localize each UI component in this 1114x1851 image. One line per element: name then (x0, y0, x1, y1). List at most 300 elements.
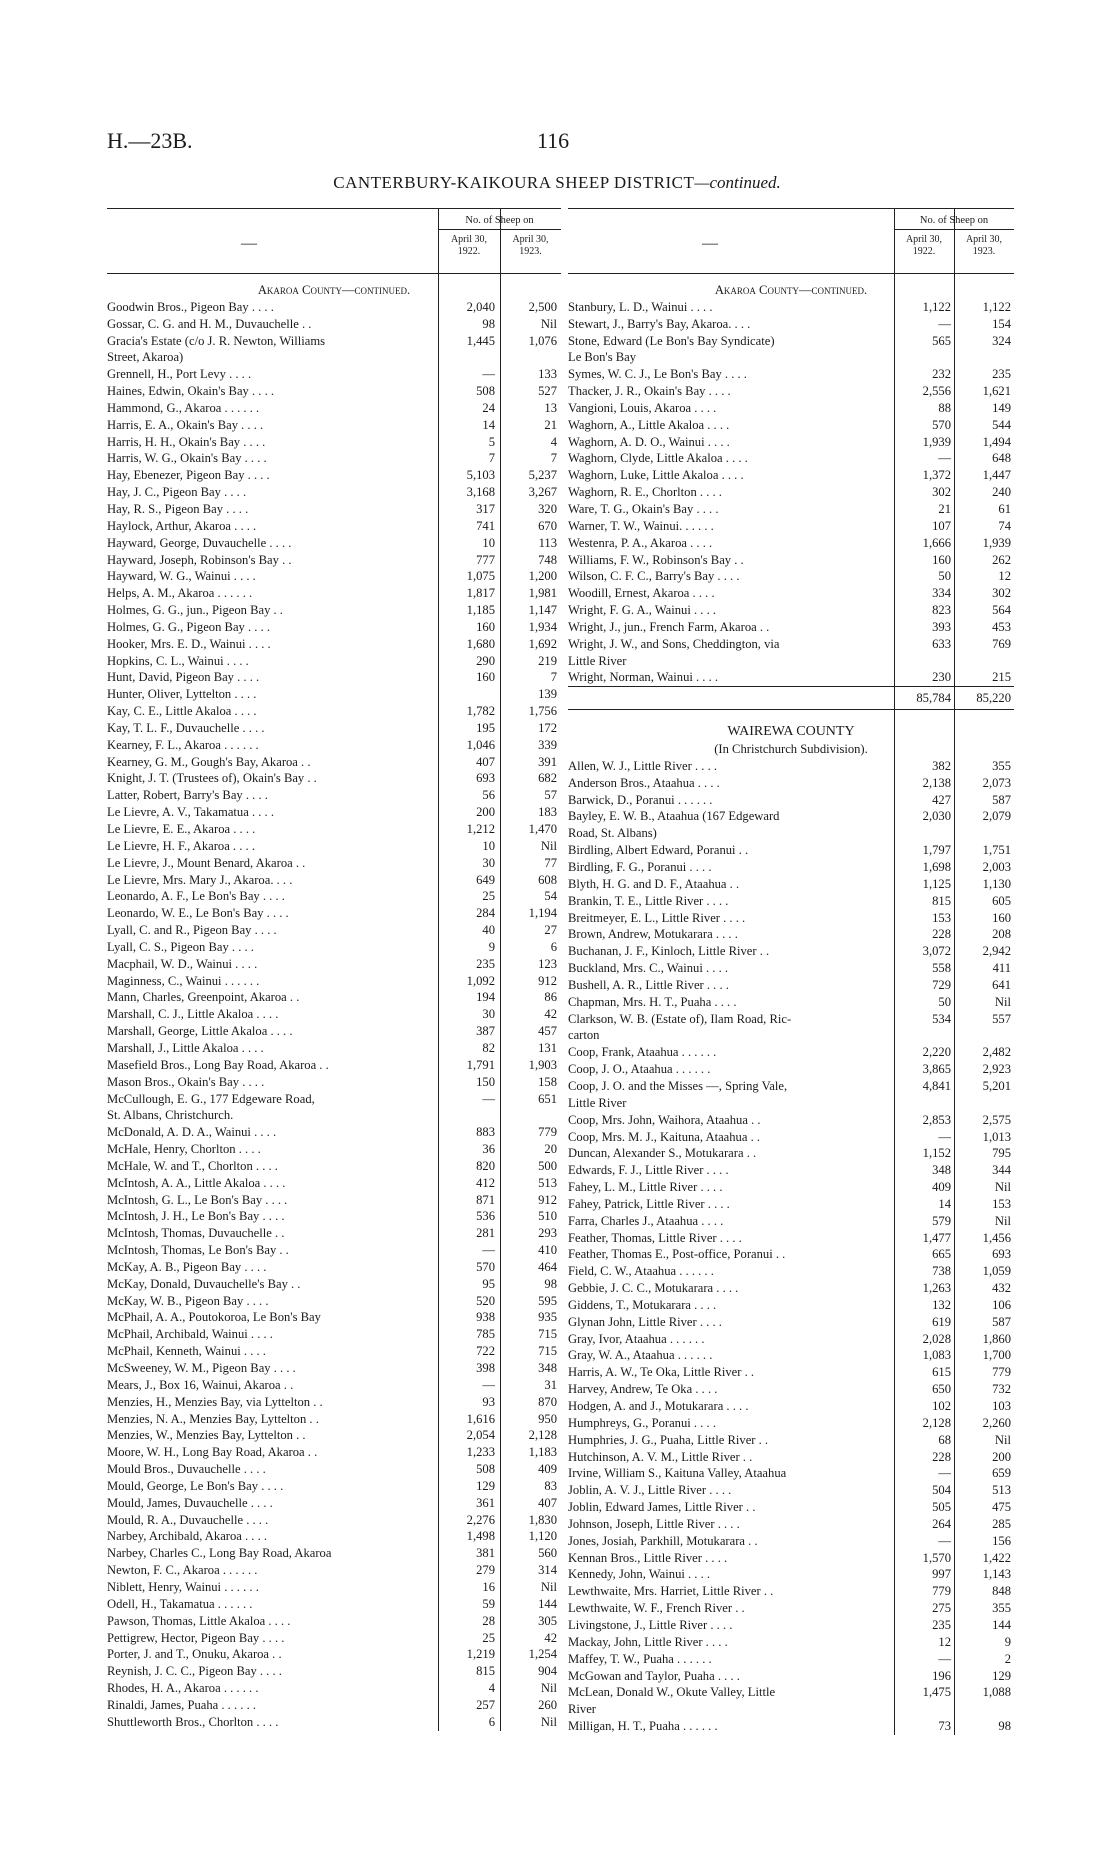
sheep-count-1923: 1,120 (528, 1529, 557, 1544)
sheep-count-1923: 605 (992, 893, 1011, 908)
sheep-count-1922: 382 (932, 758, 951, 773)
sheep-count-1922: 1,125 (922, 876, 951, 891)
sheep-count-1923: 659 (992, 1466, 1011, 1481)
table-row (568, 960, 1014, 977)
owner-name: Le Lievre, A. V., Takamatua . . . . (107, 805, 274, 820)
right-sheep-label: No. of Sheep on (919, 215, 989, 226)
table-row (107, 1377, 561, 1394)
table-row (107, 484, 561, 501)
sheep-count-1922: 196 (932, 1668, 951, 1683)
sheep-count-1923: 42 (544, 1007, 557, 1022)
table-row (568, 1600, 1014, 1617)
owner-name: Johnson, Joseph, Little River . . . . (568, 1516, 740, 1531)
owner-name: Breitmeyer, E. L., Little River . . . . (568, 910, 746, 925)
sheep-count-1922: 815 (932, 893, 951, 908)
table-row (107, 1714, 561, 1731)
sheep-count-1923: 475 (992, 1500, 1011, 1515)
sheep-count-1923: 4 (550, 434, 557, 449)
sheep-count-1923: 1,254 (528, 1647, 557, 1662)
sheep-count-1923: 156 (992, 1533, 1011, 1548)
sheep-count-1923: 641 (992, 977, 1011, 992)
owner-name: St. Albans, Christchurch. (107, 1108, 234, 1123)
table-row (107, 1411, 561, 1428)
sheep-count-1922: 98 (482, 316, 495, 331)
sheep-count-1923: 670 (538, 518, 557, 533)
table-row (568, 1668, 1014, 1685)
sheep-count-1922: 6 (488, 1714, 495, 1729)
table-row (107, 720, 561, 737)
sheep-count-1923: 748 (538, 552, 557, 567)
owner-name: Little River (568, 653, 627, 668)
table-row (568, 792, 1014, 809)
table-row (107, 602, 561, 619)
right-col1-header: April 30, 1922. (905, 234, 943, 257)
owner-name: Wilson, C. F. C., Barry's Bay . . . . (568, 569, 740, 584)
owner-name: Harris, H. H., Okain's Bay . . . . (107, 434, 266, 449)
table-row (568, 1381, 1014, 1398)
owner-name: McGowan and Taylor, Puaha . . . . (568, 1668, 740, 1683)
owner-name: Williams, F. W., Robinson's Bay . . (568, 552, 744, 567)
sheep-count-1923: 510 (538, 1209, 557, 1224)
table-row (107, 1023, 561, 1040)
akaroa-totals-row (568, 686, 1014, 710)
owner-name: Harris, A. W., Te Oka, Little River . . (568, 1365, 755, 1380)
owner-name: Warner, T. W., Wainui. . . . . . (568, 518, 714, 533)
table-row (568, 1331, 1014, 1348)
table-row (568, 434, 1014, 451)
sheep-count-1923: 2,003 (982, 860, 1011, 874)
sheep-count-1923: 27 (544, 923, 557, 938)
table-row (568, 1280, 1014, 1297)
sheep-count-1923: 527 (538, 384, 557, 399)
owner-name: Hammond, G., Akaroa . . . . . . (107, 400, 260, 415)
sheep-count-1922: 1,185 (466, 603, 495, 618)
sheep-count-1922: 2,040 (466, 299, 495, 314)
sheep-count-1922: 2,028 (922, 1331, 951, 1346)
sheep-count-1923: 77 (544, 855, 557, 870)
sheep-count-1922: 1,092 (466, 973, 495, 988)
sheep-count-1922: — (938, 451, 951, 466)
table-row (107, 1495, 561, 1512)
table-row (107, 366, 561, 383)
sheep-count-1922: 14 (938, 1196, 951, 1211)
owner-name: Buckland, Mrs. C., Wainui . . . . (568, 961, 729, 976)
sheep-count-1923: Nil (540, 316, 557, 331)
owner-name: Gray, W. A., Ataahua . . . . . . (568, 1348, 713, 1363)
owner-name: Blyth, H. G. and D. F., Ataahua . . (568, 876, 740, 891)
sheep-count-1923: 74 (998, 518, 1011, 533)
table-row (568, 1162, 1014, 1179)
table-row (107, 1074, 561, 1091)
sheep-count-1922: 73 (938, 1719, 951, 1734)
sheep-count-1923: 410 (538, 1243, 557, 1258)
owner-name: Rinaldi, James, Puaha . . . . . . (107, 1697, 257, 1712)
table-row (107, 1478, 561, 1495)
table-row (568, 994, 1014, 1011)
sheep-count-1922: 14 (482, 417, 495, 432)
owner-name: Buchanan, J. F., Kinloch, Little River . . (568, 944, 770, 959)
owner-name: McIntosh, Thomas, Le Bon's Bay . . (107, 1243, 289, 1258)
table-row (568, 1465, 1014, 1482)
owner-name: Waghorn, Clyde, Little Akaloa . . . . (568, 451, 748, 466)
owner-name: Goodwin Bros., Pigeon Bay . . . . (107, 299, 274, 314)
sheep-count-1922: 2,128 (922, 1415, 951, 1430)
table-row (568, 859, 1014, 876)
sheep-count-1923: 160 (992, 910, 1011, 925)
table-row (568, 1263, 1014, 1280)
table-row (107, 956, 561, 973)
owner-name: Hunter, Oliver, Lyttelton . . . . (107, 687, 257, 702)
sheep-count-1923: 61 (998, 501, 1011, 516)
sheep-count-1923: 409 (538, 1462, 557, 1477)
table-row (568, 1095, 1014, 1112)
sheep-count-1922: — (482, 1243, 495, 1258)
table-row (107, 619, 561, 636)
owner-name: Kearney, G. M., Gough's Bay, Akaroa . . (107, 754, 311, 769)
left-col1-header: April 30, 1922. (450, 234, 488, 257)
sheep-count-1922: 1,219 (466, 1647, 495, 1662)
table-row (107, 1663, 561, 1680)
table-row (568, 602, 1014, 619)
owner-name: Coop, J. O. and the Misses —, Spring Vale, (568, 1078, 788, 1093)
sheep-count-1923: 693 (992, 1247, 1011, 1262)
owner-name: Haylock, Arthur, Akaroa . . . . (107, 518, 257, 533)
owner-name: Waghorn, A., Little Akaloa . . . . (568, 417, 730, 432)
table-row (107, 653, 561, 670)
sheep-count-1922: 570 (476, 1259, 495, 1274)
sheep-count-1922: 2,220 (922, 1045, 951, 1060)
table-row (107, 501, 561, 518)
table-row (568, 1061, 1014, 1078)
table-row (568, 1566, 1014, 1583)
sheep-count-1923: 305 (538, 1613, 557, 1628)
sheep-count-1923: 57 (544, 788, 557, 803)
table-row (107, 1360, 561, 1377)
sheep-count-1922: 427 (932, 792, 951, 807)
sheep-count-1922: 381 (476, 1546, 495, 1561)
sheep-count-1922: 257 (476, 1697, 495, 1712)
table-row (107, 1242, 561, 1259)
table-row (568, 669, 1014, 686)
sheep-count-1922: 393 (932, 619, 951, 634)
owner-name: Holmes, G. G., jun., Pigeon Bay . . (107, 603, 283, 618)
owner-name: Lyall, C. and R., Pigeon Bay . . . . (107, 923, 277, 938)
table-row (568, 926, 1014, 943)
sheep-count-1923: 158 (538, 1074, 557, 1089)
sheep-count-1923: 715 (538, 1327, 557, 1342)
wairewa-county-subtitle: (In Christchurch Subdivision). (714, 742, 868, 757)
left-entries (107, 299, 561, 1731)
table-row (568, 1230, 1014, 1247)
owner-name: McIntosh, A. A., Little Akaloa . . . . (107, 1175, 286, 1190)
sheep-count-1923: 1,147 (528, 603, 557, 618)
sheep-count-1922: 1,680 (466, 636, 495, 651)
sheep-count-1923: 1,934 (528, 619, 557, 634)
sheep-count-1923: 215 (992, 670, 1011, 685)
sheep-count-1923: 302 (992, 586, 1011, 601)
table-row (107, 467, 561, 484)
table-row (568, 1179, 1014, 1196)
table-row (568, 1145, 1014, 1162)
sheep-count-1923: 355 (992, 758, 1011, 773)
owner-name: Mould Bros., Duvauchelle . . . . (107, 1462, 266, 1477)
sheep-count-1922: 232 (932, 367, 951, 382)
sheep-count-1923: 2,923 (982, 1062, 1011, 1077)
table-row (568, 1718, 1014, 1735)
table-row (107, 922, 561, 939)
table-row (568, 1634, 1014, 1651)
table-row (107, 518, 561, 535)
owner-name: Rhodes, H. A., Akaroa . . . . . . (107, 1681, 259, 1696)
left-col2-header: April 30, 1923. (512, 234, 549, 257)
owner-name: McPhail, A. A., Poutokoroa, Le Bon's Bay (107, 1310, 321, 1325)
table-row (568, 568, 1014, 585)
sheep-count-1922: 275 (932, 1601, 951, 1616)
owner-name: Hayward, W. G., Wainui . . . . (107, 569, 256, 584)
sheep-count-1923: 285 (992, 1516, 1011, 1531)
owner-name: Porter, J. and T., Onuku, Akaroa . . (107, 1647, 282, 1662)
sheep-count-1923: 1,756 (528, 704, 557, 719)
sheep-count-1923: Nil (540, 1681, 557, 1696)
sheep-count-1922: 693 (476, 771, 495, 786)
owner-name: Bayley, E. W. B., Ataahua (167 Edgeward (568, 809, 780, 824)
sheep-count-1922: 200 (476, 805, 495, 820)
sheep-count-1923: 144 (992, 1617, 1011, 1632)
page-number: 116 (537, 128, 570, 153)
table-row (107, 1259, 561, 1276)
sheep-count-1923: 129 (992, 1668, 1011, 1683)
owner-name: Hayward, George, Duvauchelle . . . . (107, 535, 292, 550)
sheep-count-1922: 334 (932, 586, 951, 601)
sheep-count-1922: 2,276 (466, 1512, 495, 1527)
owner-name: Westenra, P. A., Akaroa . . . . (568, 535, 713, 550)
owner-name: Helps, A. M., Akaroa . . . . . . (107, 586, 253, 601)
owner-name: Farra, Charles J., Ataahua . . . . (568, 1213, 724, 1228)
sheep-count-1923: 2,575 (982, 1112, 1011, 1127)
sheep-count-1922: 82 (482, 1040, 495, 1055)
sheep-count-1923: 1,143 (982, 1567, 1011, 1582)
sheep-count-1922: 1,122 (922, 299, 951, 314)
sheep-count-1922: 132 (932, 1297, 951, 1312)
sheep-count-1923: 54 (544, 889, 557, 904)
sheep-count-1922: 570 (932, 417, 951, 432)
sheep-count-1923: 544 (992, 417, 1011, 432)
sheep-count-1923: 240 (992, 485, 1011, 500)
sheep-count-1923: 98 (544, 1276, 557, 1291)
sheep-count-1923: 3,267 (528, 485, 557, 500)
sheep-count-1922: 2,030 (922, 809, 951, 824)
owner-name: Coop, Frank, Ataahua . . . . . . (568, 1045, 717, 1060)
owner-name: Le Bon's Bay (568, 350, 637, 365)
sheep-count-1923: 1,194 (528, 906, 557, 921)
sheep-count-1923: 2,128 (528, 1428, 557, 1443)
sheep-count-1922: 508 (476, 384, 495, 399)
owner-name: Moore, W. H., Long Bay Road, Akaroa . . (107, 1445, 318, 1460)
sheep-count-1923: Nil (994, 994, 1011, 1009)
left-header-dash: — (241, 235, 257, 252)
table-row (568, 1398, 1014, 1415)
owner-name: Coop, Mrs. M. J., Kaituna, Ataahua . . (568, 1129, 761, 1144)
owner-name: Macphail, W. D., Wainui . . . . (107, 956, 258, 971)
sheep-count-1923: 153 (992, 1196, 1011, 1211)
table-row (568, 1651, 1014, 1668)
table-row (107, 737, 561, 754)
owner-name: McIntosh, J. H., Le Bon's Bay . . . . (107, 1209, 285, 1224)
sheep-count-1923: 5,201 (982, 1078, 1011, 1093)
table-row (568, 842, 1014, 859)
sheep-count-1923: 21 (544, 417, 557, 432)
owner-name: Wright, J. W., and Sons, Cheddington, via (568, 636, 780, 651)
table-row (568, 299, 1014, 316)
sheep-count-1922: — (938, 1533, 951, 1548)
owner-name: Stanbury, L. D., Wainui . . . . (568, 299, 713, 314)
owner-name: Hay, J. C., Pigeon Bay . . . . (107, 485, 247, 500)
sheep-count-1922: 361 (476, 1495, 495, 1510)
table-row (568, 366, 1014, 383)
owner-name: McSweeney, W. M., Pigeon Bay . . . . (107, 1361, 296, 1375)
sheep-count-1922: 3,865 (922, 1062, 951, 1077)
sheep-count-1922: 1,797 (922, 843, 951, 858)
sheep-count-1922: 2,054 (466, 1428, 495, 1443)
table-row (568, 535, 1014, 552)
sheep-count-1923: 1,183 (528, 1445, 557, 1460)
owner-name: Marshall, J., Little Akaloa . . . . (107, 1040, 264, 1055)
sheep-count-1922: 1,445 (466, 333, 495, 348)
sheep-count-1922: 150 (476, 1074, 495, 1089)
table-row (568, 1078, 1014, 1095)
owner-name: McKay, A. B., Pigeon Bay . . . . (107, 1259, 267, 1274)
sheep-count-1923: 200 (992, 1449, 1011, 1464)
table-row (568, 1684, 1014, 1701)
owner-name: Feather, Thomas E., Post-office, Poranui . . (568, 1247, 786, 1262)
sheep-count-1923: 208 (992, 927, 1011, 942)
table-row (568, 1347, 1014, 1364)
sheep-count-1922: 633 (932, 636, 951, 651)
sheep-count-1923: 1,059 (982, 1264, 1011, 1279)
sheep-count-1922: 10 (482, 838, 495, 853)
sheep-count-1923: 1,692 (528, 636, 557, 651)
owner-name: Haines, Edwin, Okain's Bay . . . . (107, 384, 275, 399)
owner-name: Holmes, G. G., Pigeon Bay . . . . (107, 619, 271, 634)
owner-name: Hooker, Mrs. E. D., Wainui . . . . (107, 636, 271, 651)
sheep-count-1922: 24 (482, 400, 495, 415)
sheep-count-1923: 1,830 (528, 1512, 557, 1527)
owner-name: McIntosh, Thomas, Duvauchelle . . (107, 1226, 285, 1241)
right-section-heading: Akaroa County—continued. (714, 283, 868, 297)
owner-name: Kennan Bros., Little River . . . . (568, 1550, 728, 1565)
sheep-count-1923: 7 (550, 670, 557, 685)
table-row (107, 703, 561, 720)
sheep-count-1922: 1,570 (922, 1550, 951, 1565)
sheep-count-1922: 722 (476, 1344, 495, 1359)
owner-name: Leonardo, W. E., Le Bon's Bay . . . . (107, 906, 289, 921)
owner-name: Coop, Mrs. John, Waihora, Ataahua . . (568, 1112, 761, 1127)
sheep-count-1923: 183 (538, 805, 557, 820)
owner-name: Joblin, A. V. J., Little River . . . . (568, 1483, 732, 1498)
owner-name: Anderson Bros., Ataahua . . . . (568, 775, 720, 790)
table-row (107, 1579, 561, 1596)
owner-name: Stone, Edward (Le Bon's Bay Syndicate) (568, 333, 775, 348)
owner-name: Barwick, D., Poranui . . . . . . (568, 792, 713, 807)
sheep-count-1923: 2,260 (982, 1415, 1011, 1430)
owner-name: Mears, J., Box 16, Wainui, Akaroa . . (107, 1377, 294, 1392)
table-row (568, 1112, 1014, 1129)
sheep-count-1923: 411 (992, 961, 1011, 976)
sheep-count-1922: 10 (482, 535, 495, 550)
owner-name: River (568, 1702, 596, 1717)
owner-name: Kay, C. E., Little Akaloa . . . . (107, 704, 257, 719)
sheep-count-1922: 50 (938, 569, 951, 584)
sheep-count-1922: 16 (482, 1579, 495, 1594)
owner-name: Mould, James, Duvauchelle . . . . (107, 1495, 273, 1510)
owner-name: Thacker, J. R., Okain's Bay . . . . (568, 384, 731, 399)
table-row (107, 872, 561, 889)
owner-name: Brankin, T. E., Little River . . . . (568, 893, 729, 908)
table-row (107, 787, 561, 804)
sheep-count-1922: 777 (476, 552, 495, 567)
table-row (107, 333, 561, 350)
sheep-count-1923: 500 (538, 1158, 557, 1173)
sheep-count-1922: 1,477 (922, 1230, 951, 1245)
title-text: CANTERBURY-KAIKOURA SHEEP DISTRICT (333, 173, 695, 192)
total-1922: 85,784 (916, 691, 951, 706)
table-row (568, 943, 1014, 960)
sheep-count-1923: 320 (538, 501, 557, 516)
sheep-count-1923: 1,422 (982, 1550, 1011, 1565)
sheep-count-1923: 149 (992, 400, 1011, 415)
sheep-count-1923: 732 (992, 1382, 1011, 1397)
table-row (568, 467, 1014, 484)
owner-name: Symes, W. C. J., Le Bon's Bay . . . . (568, 367, 747, 382)
sheep-count-1923: 682 (538, 771, 557, 786)
sheep-count-1922: 348 (932, 1163, 951, 1178)
owner-name: Joblin, Edward James, Little River . . (568, 1500, 756, 1515)
table-row (568, 775, 1014, 792)
sheep-count-1923: 5,237 (528, 468, 557, 483)
owner-name: Ware, T. G., Okain's Bay . . . . (568, 501, 719, 516)
sheep-count-1923: 314 (538, 1563, 557, 1578)
sheep-count-1922: 281 (476, 1226, 495, 1241)
sheep-count-1923: 13 (544, 400, 557, 415)
owner-name: Hopkins, C. L., Wainui . . . . (107, 653, 249, 668)
sheep-count-1923: 344 (992, 1163, 1011, 1178)
sheep-count-1922: 2,853 (922, 1112, 951, 1127)
table-row (107, 1293, 561, 1310)
owner-name: McKay, Donald, Duvauchelle's Bay . . (107, 1276, 301, 1291)
sheep-count-1923: 513 (992, 1483, 1011, 1498)
sheep-count-1922: 153 (932, 910, 951, 925)
table-row (107, 1006, 561, 1023)
sheep-count-1923: Nil (540, 1579, 557, 1594)
sheep-count-1922: 2,138 (922, 775, 951, 790)
table-row (107, 1309, 561, 1326)
sheep-count-1922: 649 (476, 872, 495, 887)
sheep-count-1922: 25 (482, 1630, 495, 1645)
owner-name: Reynish, J. C. C., Pigeon Bay . . . . (107, 1664, 282, 1679)
table-row (568, 484, 1014, 501)
sheep-count-1923: 339 (538, 737, 557, 752)
sheep-count-1922: 1,152 (922, 1146, 951, 1161)
owner-name: Kennedy, John, Wainui . . . . (568, 1567, 711, 1582)
table-row (107, 1276, 561, 1293)
sheep-count-1923: 904 (538, 1664, 557, 1679)
table-row (107, 1394, 561, 1411)
sheep-count-1922: 28 (482, 1613, 495, 1628)
owner-name: Wright, F. G. A., Wainui . . . . (568, 603, 717, 618)
table-row (568, 383, 1014, 400)
owner-name: Road, St. Albans) (568, 826, 657, 841)
sheep-count-1923: 912 (538, 973, 557, 988)
